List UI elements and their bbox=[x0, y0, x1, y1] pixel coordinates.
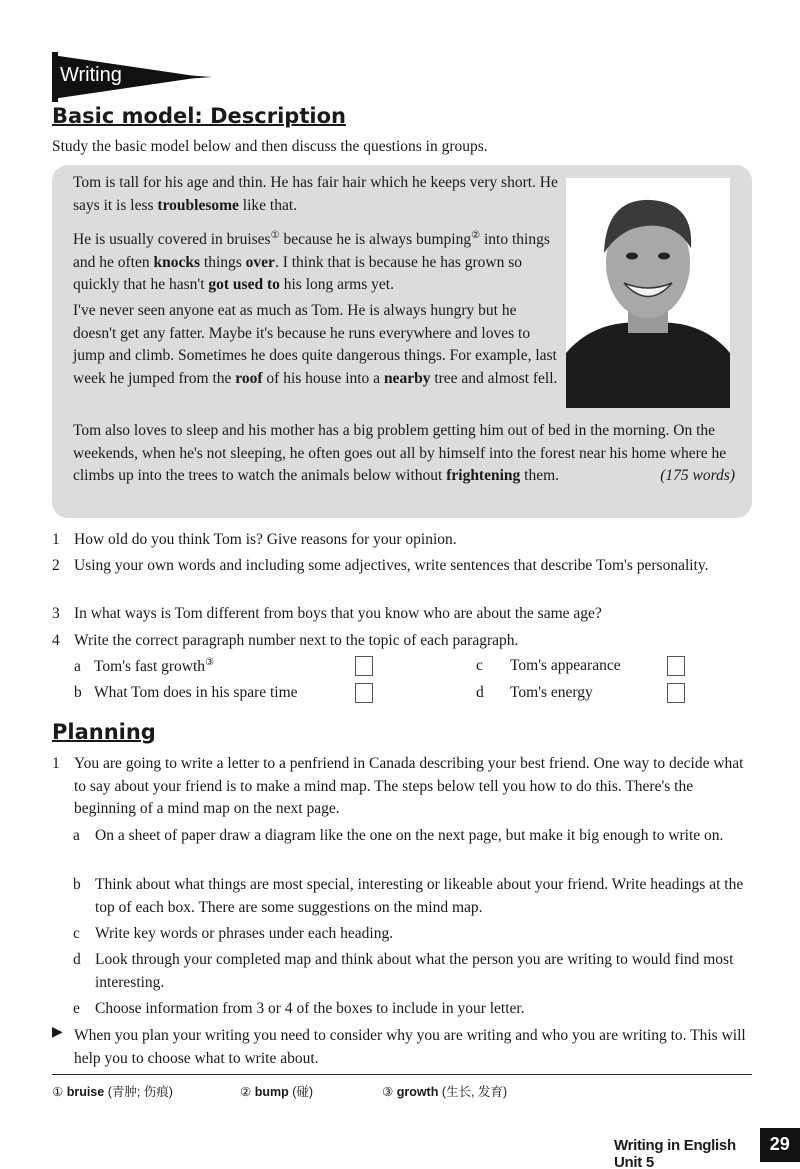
topic-b-answer-box[interactable] bbox=[355, 683, 373, 703]
planning-step-d: d Look through your completed map and think about what the person you are writing to would find most interesting. bbox=[73, 951, 734, 991]
question-4: 4 Write the correct paragraph number next to the topic of each paragraph. bbox=[52, 632, 519, 649]
intro-text: Study the basic model below and then discuss the questions in groups. bbox=[52, 138, 488, 155]
footnote-1: ① bruise (青肿; 伤痕) bbox=[52, 1085, 173, 1099]
footnote-2: ② bump (碰) bbox=[240, 1085, 314, 1099]
paragraph-3: I've never seen anyone eat as much as Tom. He is always hungry but he doesn't get any fatter. Maybe it's because he runs everywhere and loves to jump and climb. Sometimes he does quite dangerous things. For example, last week he jumped from the roof of his house into a nearby tree and almost fell. bbox=[73, 302, 558, 387]
vocab-troublesome: troublesome bbox=[157, 196, 239, 214]
section-banner bbox=[52, 52, 212, 102]
word-count: (175 words) bbox=[660, 467, 735, 484]
vocab-nearby: nearby bbox=[383, 369, 431, 387]
planning-task-1: 1 You are going to write a letter to a penfriend in Canada describing your best friend. One way to decide what to say about your friend is to make a mind map. The steps below tell you how to do this. There's the beginning of a mind map on the next page. bbox=[52, 755, 744, 817]
topic-a: a Tom's fast growth③ bbox=[74, 657, 215, 676]
tip-arrow-icon: ▶ bbox=[52, 1025, 63, 1040]
footnote-mark-1: ① bbox=[270, 230, 280, 241]
footnote-divider bbox=[52, 1074, 752, 1075]
footnote-mark-3: ③ bbox=[205, 657, 215, 668]
vocab-frightening: frightening bbox=[446, 467, 521, 484]
page-footer bbox=[614, 1128, 800, 1169]
topic-c: c Tom's appearance bbox=[476, 657, 621, 674]
tom-photo bbox=[566, 178, 730, 408]
vocab-knocks: knocks bbox=[153, 253, 201, 271]
paragraph-4: Tom also loves to sleep and his mother has a big problem getting him out of bed in the morning. On the weekends, when he's not sleeping, he often goes out all by himself into the forest near his home where he climbs up into the trees to watch the animals below without frightening them. (175 words) bbox=[73, 420, 735, 488]
planning-step-c: c Write key words or phrases under each heading. bbox=[73, 925, 394, 942]
planning-step-b: b Think about what things are most special, interesting or likeable about your friend. Write headings at the top of each box. There are some suggestions on the mind map. bbox=[73, 876, 744, 916]
vocab-got-used-to: got used to bbox=[208, 276, 280, 294]
question-2: 2 Using your own words and including some adjectives, write sentences that describe Tom's personality. bbox=[52, 557, 709, 574]
planning-heading: Planning bbox=[52, 720, 156, 744]
section-label: Writing bbox=[60, 64, 122, 86]
footnote-mark-2: ② bbox=[471, 230, 481, 241]
page-number: 29 bbox=[760, 1128, 800, 1162]
vocab-over: over bbox=[245, 253, 275, 271]
question-1: 1 How old do you think Tom is? Give reasons for your opinion. bbox=[52, 531, 457, 548]
paragraph-2: He is usually covered in bruises① because he is always bumping② into things and he often knocks things over. I think that is because he has grown so quickly that he hasn't got used to his long arms yet. bbox=[73, 230, 550, 294]
topic-b: b What Tom does in his spare time bbox=[74, 684, 298, 701]
topic-a-answer-box[interactable] bbox=[355, 656, 373, 676]
footnote-3: ③ growth (生长, 发育) bbox=[382, 1085, 508, 1099]
topic-d: d Tom's energy bbox=[476, 684, 593, 701]
topic-d-answer-box[interactable] bbox=[667, 683, 685, 703]
paragraph-1: Tom is tall for his age and thin. He has fair hair which he keeps very short. He says it is less troublesome like that. bbox=[73, 174, 558, 214]
basic-model-heading: Basic model: Description bbox=[52, 104, 346, 128]
planning-step-a: a On a sheet of paper draw a diagram like the one on the next page, but make it big enough to write on. bbox=[73, 827, 724, 844]
topic-c-answer-box[interactable] bbox=[667, 656, 685, 676]
planning-step-e: e Choose information from 3 or 4 of the boxes to include in your letter. bbox=[73, 1000, 525, 1017]
planning-tip: When you plan your writing you need to consider why you are writing and who you are writing to. This will help you to choose what to write about. bbox=[74, 1027, 746, 1067]
vocab-roof: roof bbox=[235, 369, 263, 387]
question-3: 3 In what ways is Tom different from boys that you know who are about the same age? bbox=[52, 605, 602, 622]
footer-unit-label: Writing in English Unit 5 bbox=[614, 1137, 736, 1169]
